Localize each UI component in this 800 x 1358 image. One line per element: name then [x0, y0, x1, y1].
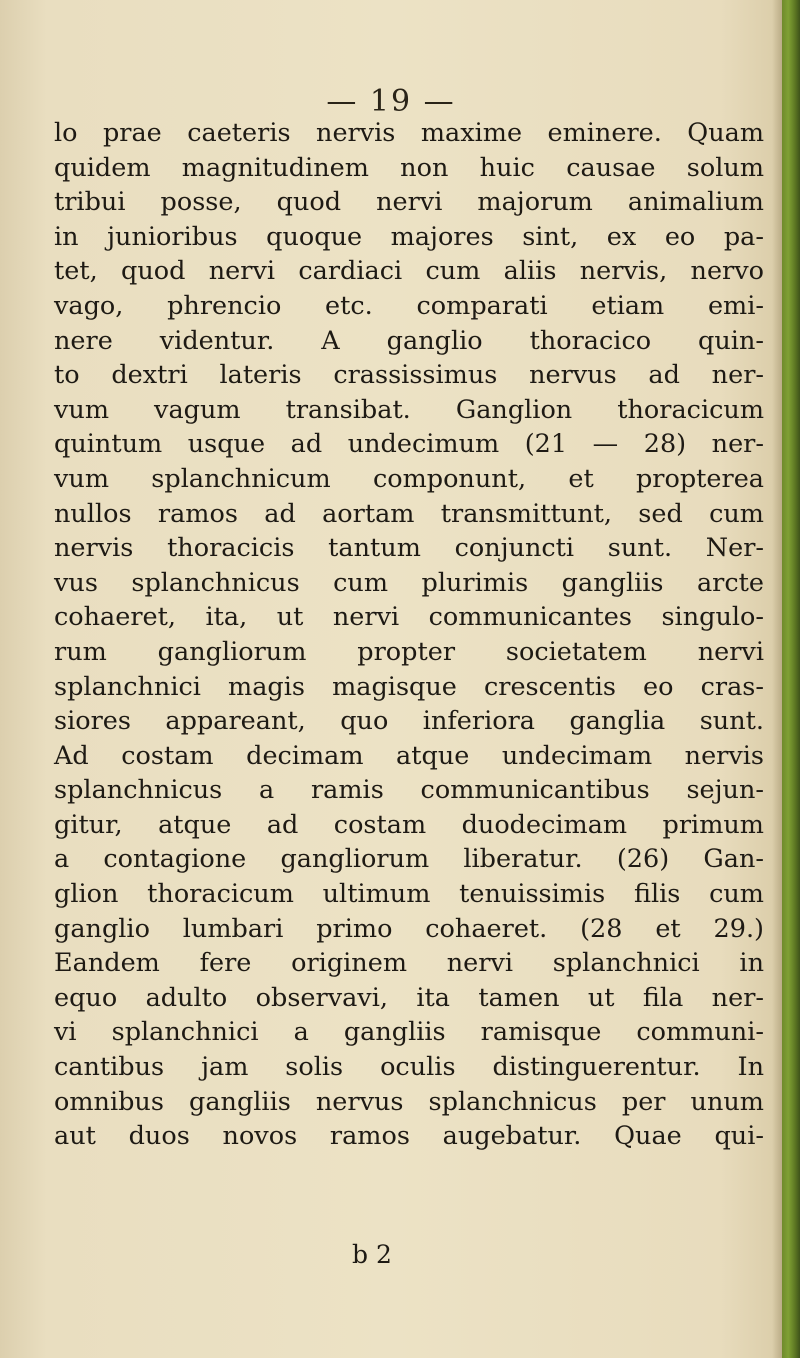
- text-line: Eandem fere originem nervi splanchnici in: [54, 948, 764, 979]
- text-line: splanchnici magis magisque crescentis eo cras-: [54, 671, 764, 702]
- text-line: quidem magnitudinem non huic causae solum: [54, 152, 764, 183]
- text-line: aut duos novos ramos augebatur. Quae qui-: [54, 1121, 764, 1152]
- text-line: in junioribus quoque majores sint, ex eo pa-: [54, 221, 764, 252]
- text-line: to dextri lateris crassissimus nervus ad ner-: [54, 360, 764, 391]
- text-line: siores appareant, quo inferiora ganglia sunt.: [54, 706, 764, 737]
- body-text: [54, 116, 764, 1154]
- signature-mark: b 2: [352, 1240, 392, 1269]
- text-line: nullos ramos ad aortam transmittunt, sed cum: [54, 498, 764, 529]
- text-line: lo prae caeteris nervis maxime eminere. Quam: [54, 118, 764, 148]
- text-line: equo adulto observavi, ita tamen ut fila ner-: [54, 982, 764, 1013]
- text-line: a contagione gangliorum liberatur. (26) Gan-: [54, 844, 764, 875]
- text-line: vus splanchnicus cum plurimis gangliis arcte: [54, 567, 764, 598]
- text-line: vi splanchnici a gangliis ramisque communi-: [54, 1017, 764, 1048]
- text-line: omnibus gangliis nervus splanchnicus per unum: [54, 1086, 764, 1117]
- text-line: splanchnicus a ramis communicantibus sejun-: [54, 775, 764, 806]
- text-line: cantibus jam solis oculis distinguerentur. In: [54, 1052, 764, 1083]
- text-line: ganglio lumbari primo cohaeret. (28 et 29.): [54, 913, 764, 944]
- book-edge: [782, 0, 800, 1358]
- text-line: glion thoracicum ultimum tenuissimis filis cum: [54, 879, 764, 910]
- text-line: nervis thoracicis tantum conjuncti sunt. Ner-: [54, 533, 764, 564]
- text-line: Ad costam decimam atque undecimam nervis: [54, 740, 764, 771]
- text-line: quintum usque ad undecimum (21 — 28) ner-: [54, 429, 764, 460]
- text-line: vum vagum transibat. Ganglion thoracicum: [54, 394, 764, 425]
- text-line: tet, quod nervi cardiaci cum aliis nervis, nervo: [54, 256, 764, 287]
- text-line: tribui posse, quod nervi majorum animalium: [54, 187, 764, 218]
- text-line: rum gangliorum propter societatem nervi: [54, 636, 764, 667]
- text-line: gitur, atque ad costam duodecimam primum: [54, 809, 764, 840]
- text-line: cohaeret, ita, ut nervi communicantes singulo-: [54, 602, 764, 633]
- text-line: nere videntur. A ganglio thoracico quin-: [54, 325, 764, 356]
- text-line: vum splanchnicum componunt, et propterea: [54, 463, 764, 494]
- page-number: — 19 —: [326, 84, 456, 119]
- text-line: vago, phrencio etc. comparati etiam emi-: [54, 290, 764, 321]
